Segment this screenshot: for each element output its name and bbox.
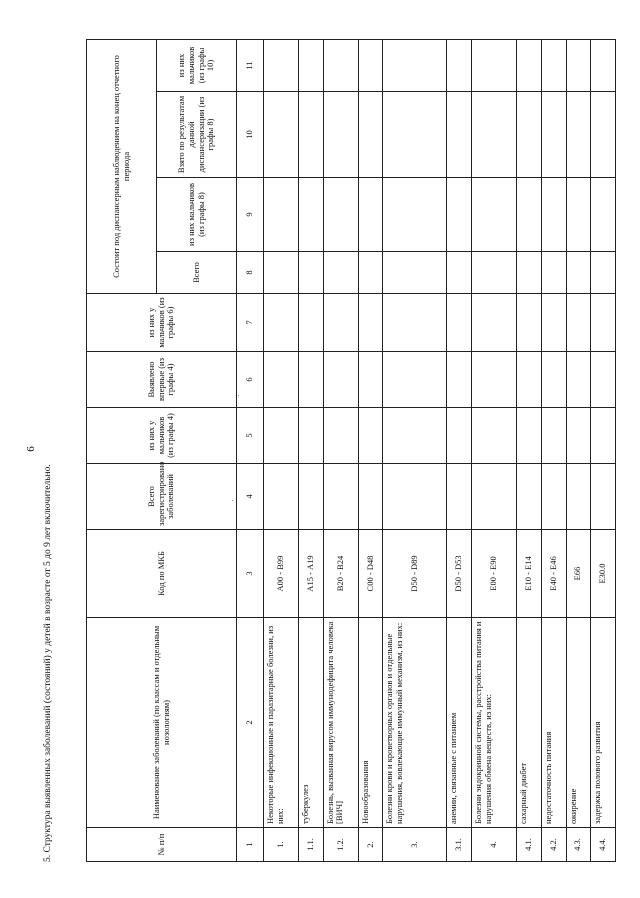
empty-cell — [298, 352, 323, 408]
empty-cell — [264, 408, 299, 464]
empty-cell — [471, 178, 516, 252]
empty-cell — [323, 408, 358, 464]
empty-cell — [383, 252, 447, 294]
empty-cell — [358, 464, 383, 530]
empty-cell — [447, 39, 472, 91]
mkb-code: Е10 - Е14 — [517, 530, 542, 618]
empty-cell — [323, 252, 358, 294]
table-row — [591, 39, 616, 861]
disease-name: анемии, связанные с питанием — [447, 618, 472, 828]
column-number: 9 — [237, 178, 264, 252]
empty-cell — [471, 294, 516, 352]
empty-cell — [541, 352, 566, 408]
header-disp-boys: из них мальчиков (из графы 8) — [157, 178, 237, 252]
empty-cell — [323, 464, 358, 530]
empty-cell — [358, 294, 383, 352]
empty-cell — [517, 464, 542, 530]
empty-cell — [517, 294, 542, 352]
empty-cell — [471, 464, 516, 530]
empty-cell — [517, 252, 542, 294]
empty-cell — [566, 352, 591, 408]
column-number: 11 — [237, 39, 264, 91]
empty-cell — [591, 352, 616, 408]
column-number: 7 — [237, 294, 264, 352]
header-first-boys: из них у мальчиков (из графы 6) — [87, 294, 237, 352]
row-number: 2. — [358, 828, 383, 862]
empty-cell — [383, 294, 447, 352]
empty-cell — [298, 178, 323, 252]
empty-cell — [298, 464, 323, 530]
empty-cell — [517, 352, 542, 408]
mkb-code: D50 - D89 — [383, 530, 447, 618]
empty-cell — [383, 39, 447, 91]
header-disp-total: Всего — [157, 252, 237, 294]
empty-cell — [447, 178, 472, 252]
empty-cell — [383, 352, 447, 408]
header-disp-taken: Взято по результатам данной диспансеризации (из графы 8) — [157, 92, 237, 178]
row-number: 1.1. — [298, 828, 323, 862]
empty-cell — [447, 352, 472, 408]
column-number-row — [237, 39, 264, 861]
table-body — [264, 39, 616, 861]
row-number: 1. — [264, 828, 299, 862]
empty-cell — [517, 408, 542, 464]
empty-cell — [541, 464, 566, 530]
empty-cell — [591, 294, 616, 352]
header-boys: из них у мальчиков (из графы 4) — [87, 408, 237, 464]
empty-cell — [447, 252, 472, 294]
empty-cell — [541, 408, 566, 464]
caption-container — [40, 42, 56, 862]
mkb-code: А15 - А19 — [298, 530, 323, 618]
disease-name: Некоторые инфекционные и паразитарные болезни, из них: — [264, 618, 299, 828]
table-caption: 5. Структура выявленных заболеваний (состояний) у детей в возрасте от 5 до 9 лет включительно. — [43, 464, 53, 862]
empty-cell — [264, 178, 299, 252]
disease-name: сахарный диабет — [517, 618, 542, 828]
table-row — [447, 39, 472, 861]
empty-cell — [298, 39, 323, 91]
empty-cell — [517, 39, 542, 91]
mkb-code: Е40 - Е46 — [541, 530, 566, 618]
empty-cell — [541, 252, 566, 294]
scan-speck — [238, 395, 239, 396]
empty-cell — [591, 252, 616, 294]
empty-cell — [264, 252, 299, 294]
empty-cell — [383, 92, 447, 178]
empty-cell — [447, 464, 472, 530]
mkb-code: В20 - В24 — [323, 530, 358, 618]
empty-cell — [471, 252, 516, 294]
empty-cell — [447, 294, 472, 352]
disease-name: ожирение — [566, 618, 591, 828]
disease-name: недостаточность питания — [541, 618, 566, 828]
disease-name: Болезнь, вызванная вирусом иммунодефицита человека [ВИЧ] — [323, 618, 358, 828]
mkb-code: Е66 — [566, 530, 591, 618]
empty-cell — [323, 178, 358, 252]
header-disp-taken-boys: из них мальчиков (из графы 10) — [157, 39, 237, 91]
row-number: 4.1. — [517, 828, 542, 862]
mkb-code: А00 - В99 — [264, 530, 299, 618]
empty-cell — [591, 178, 616, 252]
empty-cell — [264, 294, 299, 352]
row-number: 4. — [471, 828, 516, 862]
table-row — [323, 39, 358, 861]
empty-cell — [541, 178, 566, 252]
empty-cell — [517, 92, 542, 178]
empty-cell — [566, 464, 591, 530]
empty-cell — [541, 39, 566, 91]
empty-cell — [323, 92, 358, 178]
empty-cell — [591, 408, 616, 464]
empty-cell — [383, 464, 447, 530]
empty-cell — [323, 294, 358, 352]
empty-cell — [517, 178, 542, 252]
header-disp-group: Состоит под диспансерным наблюдением на конец отчетного периода — [87, 39, 157, 293]
row-number: 4.4. — [591, 828, 616, 862]
empty-cell — [566, 178, 591, 252]
empty-cell — [591, 39, 616, 91]
row-number: 4.2. — [541, 828, 566, 862]
disease-name: задержка полового развития — [591, 618, 616, 828]
empty-cell — [358, 178, 383, 252]
column-number: 2 — [237, 618, 264, 828]
header-name: Наименование заболеваний (по классам и отдельным нозологиям) — [87, 618, 237, 828]
empty-cell — [358, 408, 383, 464]
disease-structure-table — [86, 39, 616, 862]
empty-cell — [264, 464, 299, 530]
empty-cell — [323, 39, 358, 91]
disease-name: Новообразования — [358, 618, 383, 828]
disease-name: Болезни крови и кроветворных органов и отдельные нарушения, вовлекающие иммунный механизм, из них: — [383, 618, 447, 828]
empty-cell — [471, 39, 516, 91]
empty-cell — [264, 352, 299, 408]
table-row — [358, 39, 383, 861]
empty-cell — [566, 39, 591, 91]
row-number: 1.2. — [323, 828, 358, 862]
empty-cell — [298, 408, 323, 464]
empty-cell — [591, 92, 616, 178]
empty-cell — [358, 352, 383, 408]
empty-cell — [566, 408, 591, 464]
empty-cell — [591, 464, 616, 530]
table-row — [517, 39, 542, 861]
scan-speck — [232, 500, 233, 501]
header-total: Всего зарегистрировано заболеваний — [87, 464, 237, 530]
empty-cell — [298, 92, 323, 178]
mkb-code: С00 - D48 — [358, 530, 383, 618]
empty-cell — [358, 39, 383, 91]
empty-cell — [541, 294, 566, 352]
mkb-code: Е30.0 — [591, 530, 616, 618]
mkb-code: Е00 - Е90 — [471, 530, 516, 618]
column-number: 6 — [237, 352, 264, 408]
empty-cell — [471, 352, 516, 408]
page-number: 6 — [24, 446, 37, 452]
empty-cell — [383, 178, 447, 252]
empty-cell — [471, 92, 516, 178]
empty-cell — [447, 92, 472, 178]
empty-cell — [566, 294, 591, 352]
table-row — [541, 39, 566, 861]
mkb-code: D50 - D53 — [447, 530, 472, 618]
column-number: 1 — [237, 828, 264, 862]
empty-cell — [323, 352, 358, 408]
row-number: 3.1. — [447, 828, 472, 862]
empty-cell — [471, 408, 516, 464]
column-number: 5 — [237, 408, 264, 464]
empty-cell — [298, 294, 323, 352]
empty-cell — [541, 92, 566, 178]
empty-cell — [264, 39, 299, 91]
column-number: 3 — [237, 530, 264, 618]
table-row — [566, 39, 591, 861]
table-row — [298, 39, 323, 861]
column-number: 4 — [237, 464, 264, 530]
table-row — [264, 39, 299, 861]
row-number: 3. — [383, 828, 447, 862]
table-row — [383, 39, 447, 861]
disease-name: Болезни эндокринной системы, расстройства питания и нарушения обмена веществ, из них: — [471, 618, 516, 828]
column-number: 8 — [237, 252, 264, 294]
table-row — [471, 39, 516, 861]
empty-cell — [566, 252, 591, 294]
empty-cell — [358, 92, 383, 178]
header-num: № п/п — [87, 828, 237, 862]
row-number: 4.3. — [566, 828, 591, 862]
disease-name: туберкулез — [298, 618, 323, 828]
empty-cell — [447, 408, 472, 464]
header-mkb: Код по МКБ — [87, 530, 237, 618]
table-container — [86, 40, 616, 862]
empty-cell — [264, 92, 299, 178]
header-first: Выявлено впервые (из графы 4) — [87, 352, 237, 408]
empty-cell — [383, 408, 447, 464]
empty-cell — [358, 252, 383, 294]
column-number: 10 — [237, 92, 264, 178]
empty-cell — [566, 92, 591, 178]
empty-cell — [298, 252, 323, 294]
